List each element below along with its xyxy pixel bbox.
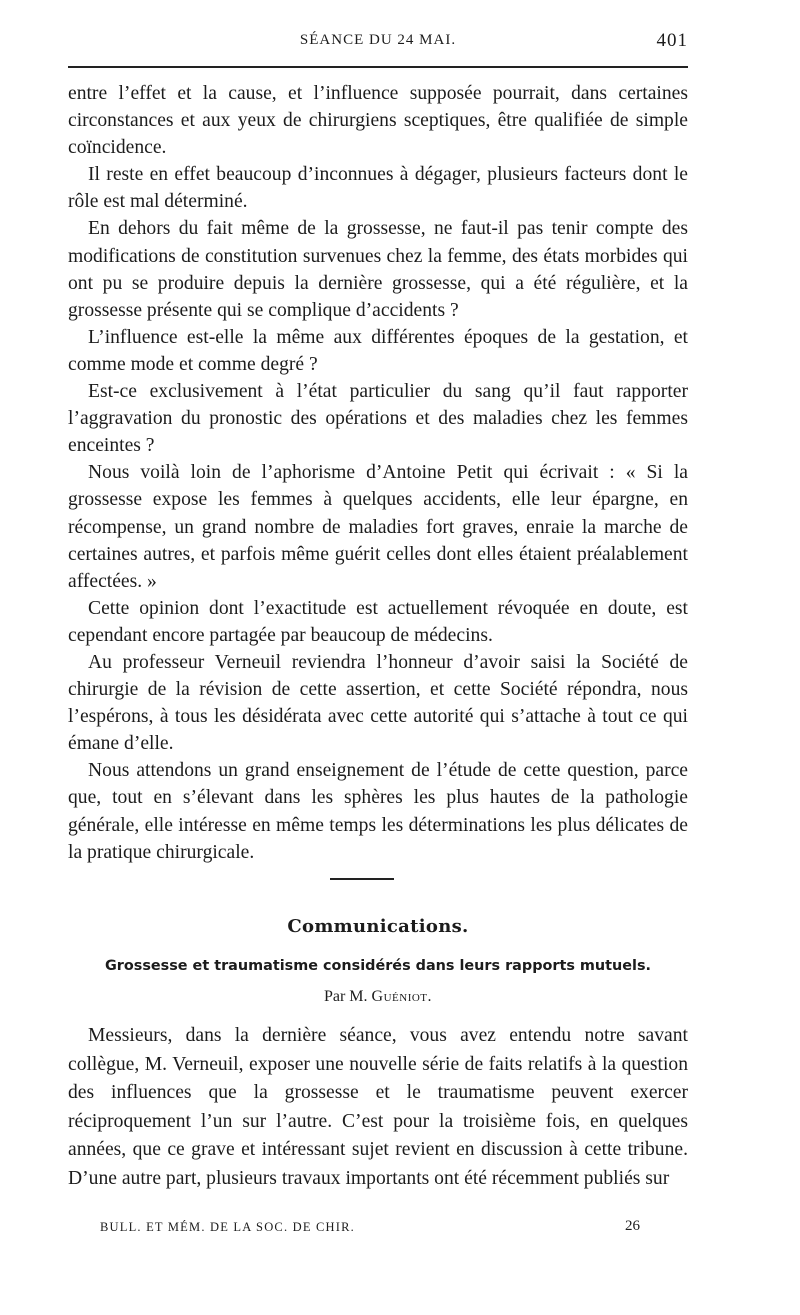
paragraph: Il reste en effet beaucoup d’inconnues à dégager, plusieurs facteurs dont le rôle est mal déterminé. [68, 164, 688, 213]
running-header [68, 30, 688, 54]
paper-title: Grossesse et traumatisme considérés dans leurs rapports mutuels. [104, 958, 652, 974]
page-footer [100, 1220, 640, 1240]
communication-text [68, 1022, 688, 1194]
header-rule [68, 66, 688, 68]
paragraph: Est-ce exclusivement à l’état particulier du sang qu’il faut rapporter l’aggravation du pronostic des opérations et des maladies chez les femmes enceintes ? [68, 381, 688, 457]
paragraph: En dehors du fait même de la grossesse, ne faut-il pas tenir compte des modifications de constitution survenues chez la femme, des états morbides qui ont pu se produire depuis la dernière grossesse, qui a été régulière, et la grossesse présente qui se complique d’accidents ? [68, 218, 688, 321]
running-title: SÉANCE DU 24 MAI. [299, 32, 457, 48]
byline-prefix: Par M. [323, 988, 368, 1005]
byline-author: Guéniot. [371, 988, 433, 1005]
paragraph: Cette opinion dont l’exactitude est actuellement révoquée en doute, est cependant encore partagée par beaucoup de médecins. [68, 597, 688, 646]
paragraph: Nous voilà loin de l’aphorisme d’Antoine Petit qui écrivait : « Si la grossesse expose les femmes à quelques accidents, elle leur épargne, en récompense, un grand nombre de maladies fort graves, enraie la marche de certaines autres, et parfois même guérit celles dont elles étaient préalablement affectées. » [68, 462, 688, 592]
paragraph: entre l’effet et la cause, et l’influence supposée pourrait, dans certaines circonstances et aux yeux de chirurgiens sceptiques, être qualifiée de simple coïncidence. [68, 83, 688, 159]
section-divider [330, 878, 394, 880]
footer-signature-number: 26 [625, 1218, 640, 1234]
paragraph: Au professeur Verneuil reviendra l’honneur d’avoir saisi la Société de chirurgie de la révision de cette assertion, et cette Société répondra, nous l’espérons, à tous les désidérata avec cette autorité qui s’attache à tout ce qui émane d’elle. [68, 651, 688, 755]
byline [68, 988, 688, 1006]
section-heading: Communications. [287, 916, 469, 937]
paragraph: Nous attendons un grand enseignement de l’étude de cette question, parce que, tout en s’élevant dans les sphères les plus hautes de la pathologie générale, elle intéresse en même temps les déterminations les plus délicates de la pratique chirurgicale. [68, 760, 688, 863]
paragraph: Messieurs, dans la dernière séance, vous avez entendu notre savant collègue, M. Verneuil, exposer une nouvelle série de faits relatifs à la question des influences que la grossesse et le traumatisme peuvent exercer réciproquement l’un sur l’autre. C’est pour la troisième fois, en quelques années, que ce grave et intéressant sujet revient en discussion à cette tribune. D’une autre part, plusieurs travaux importants ont été récemment publiés sur [68, 1025, 688, 1189]
body-text [68, 80, 688, 866]
page-number: 401 [656, 30, 688, 51]
paragraph: L’influence est-elle la même aux différentes époques de la gestation, et comme mode et comme degré ? [68, 326, 688, 375]
footer-signature: BULL. ET MÉM. DE LA SOC. DE CHIR. [100, 1220, 355, 1234]
